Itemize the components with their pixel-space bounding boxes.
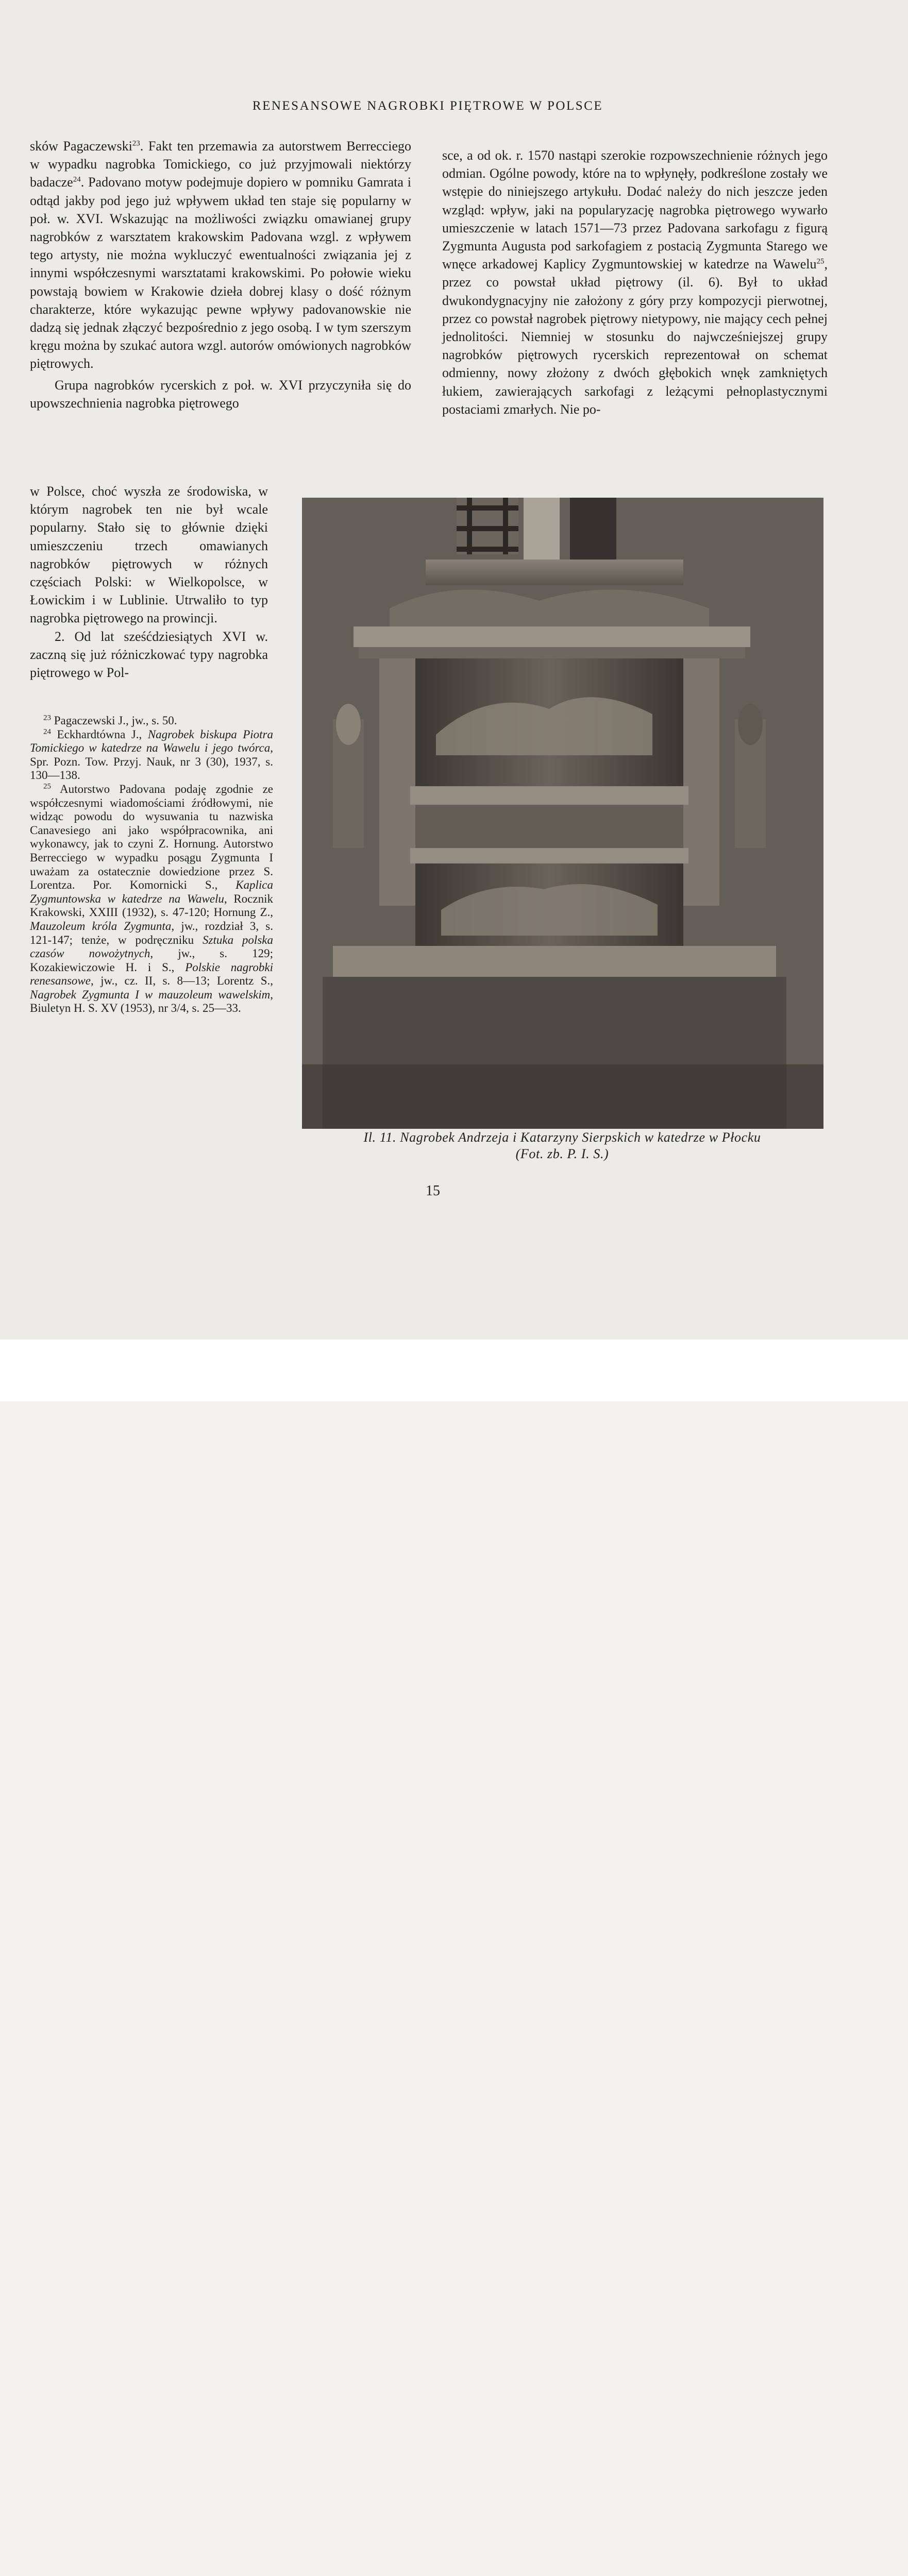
footnote-25: $^{25}$ Autorstwo Padovana podaję zgodnie ze współczesnymi wiadomościami źródłowymi, nie widząc powodu do wysuwania tu nazwiska Canavesiego ani jako współpracownika, ani wykonawcy, jak to czyni Z. Hornung. Autorstwo Berrecciego w wypadku posągu Zygmunta I uważam za ostatecznie dowiedzione przez S. Lorentza. Por. Komornicki S., Kaplica Zygmuntowska w katedrze na Wawelu, Rocznik Krakowski, XXIII (1932), s. 47-120; Hornung Z., Mauzoleum króla Zygmunta, jw., rozdział 3, s. 121-147; tenże, w podręczniku Sztuka polska czasów nowożytnych, jw., s. 129; Kozakiewiczowie H. i S., Polskie nagrobki renesansowe, jw., cz. II, s. 8—13; Lorentz S., Nagrobek Zygmunta I w mauzoleum wawelskim, Biuletyn H. S. XV (1953), nr 3/4, s. 25—33. xyxy=(30,782,274,1015)
footnote-ref-25[interactable]: 25 xyxy=(816,257,825,266)
footnotes xyxy=(30,714,273,1015)
digitization-footer xyxy=(0,1340,908,1401)
paragraph-2: Grupa nagrobków rycerskich z poł. w. XVI przyczyniła się do upowszechnienia nagrobka piętrowego xyxy=(30,377,411,411)
tomb-photograph xyxy=(302,498,823,1129)
left-column-text xyxy=(30,137,411,412)
paragraph-3-continued: sce, a od ok. r. 1570 nastąpi szerokie rozpowszechnienie różnych jego odmian. Ogólne powody, które na to wpłynęły, podkreślone zostały we wstępie do niniejszego artykułu. Dodać należy do nich jeszcze jeden wzgląd: wpływ, jaki na popularyzację nagrobka piętrowego wywarło umieszczenie w latach 1571—73 przez Padovana sarkofagu z figurą Zygmunta Augusta pod sarkofagiem z postacią Zygmunta Starego we wnęce arkadowej Kaplicy Zygmuntowskiej w katedrze na Wawelu$^{25}$, przez co powstał układ piętrowy (il. 6). Był to układ dwukondygnacyjny nie założony z góry przy kompozycji pierwotnej, przez co powstał nagrobek piętrowy nietypowy, nie mający cech pełnej jednolitości. Niemniej w stosunku do najwcześniejszej grupy nagrobków piętrowych rycerskich reprezentował on schemat odmienny, nowy złożony z dwóch głębokich wnęk zamkniętych łukiem, zawierających sarkofagi z leżącymi pełnoplastycznymi postaciami zmarłych. Nie po- xyxy=(442,148,828,417)
footnote-23: $^{23}$ Pagaczewski J., jw., s. 50. xyxy=(43,714,177,727)
caption-credit: (Fot. zb. P. I. S.) xyxy=(515,1146,609,1161)
paragraph-3: 2. Od lat sześćdziesiątych XVI w. zaczną się już różniczkować typy nagrobka piętrowego w Pol- xyxy=(30,629,268,681)
figure-caption xyxy=(297,1129,828,1162)
running-title: RENESANSOWE NAGROBKI PIĘTROWE W POLSCE xyxy=(252,99,603,113)
page-number: 15 xyxy=(426,1183,440,1199)
caption-text: Il. 11. Nagrobek Andrzeja i Katarzyny Sierpskich w katedrze w Płocku xyxy=(363,1130,761,1145)
paragraph-2-continued: w Polsce, choć wyszła ze środowiska, w którym nagrobek ten nie był wcale popularny. Stało się to głównie dzięki umieszczeniu trzech omawianych nagrobków piętrowych w różnych częściach Polski: w Wielkopolsce, w Łowickim i w Lublinie. Utrwaliło to typ nagrobka piętrowego na prowincji. xyxy=(30,484,268,626)
left-column-narrow-text xyxy=(30,482,268,682)
right-column-text xyxy=(442,146,828,418)
footnote-ref-24[interactable]: 24 xyxy=(73,175,81,184)
paragraph-1: sków Pagaczewski$^{23}$. Fakt ten przemawia za autorstwem Berrecciego w wypadku nagrobka Tomickiego, co już przyjmowali niektórzy badacze$^{24}$. Padovano motyw podejmuje dopiero w pomniku Gamrata i odtąd jakby pod jego już wpływem układ ten staje się popularny w poł. w. XVI. Wskazując na możliwości związku omawianej grupy nagrobków z warsztatem krakowskim Padovana wzgl. z wpływem tego artysty, nie można wykluczyć ewentualności związania jej z innymi współczesnymi warsztatami krakowskimi. Po połowie wieku powstają bowiem w Krakowie dzieła dobrej klasy o dość różnym charakterze, które wykazując pewne wpływy padovanowskie nie dadzą się jednak złączyć bezpośrednio z jego osobą. I w tym szerszym kręgu można by szukać autora wzgl. autorów omówionych nagrobków piętrowych. xyxy=(30,139,411,371)
tomb-illustration xyxy=(302,498,823,1129)
footnote-24: $^{24}$ Eckhardtówna J., Nagrobek biskupa Piotra Tomickiego w katedrze na Wawelu i jego twórca, Spr. Pozn. Tow. Przyj. Nauk, nr 3 (30), 1937, s. 130—138. xyxy=(30,727,274,782)
footnote-ref-23[interactable]: 23 xyxy=(132,139,140,148)
